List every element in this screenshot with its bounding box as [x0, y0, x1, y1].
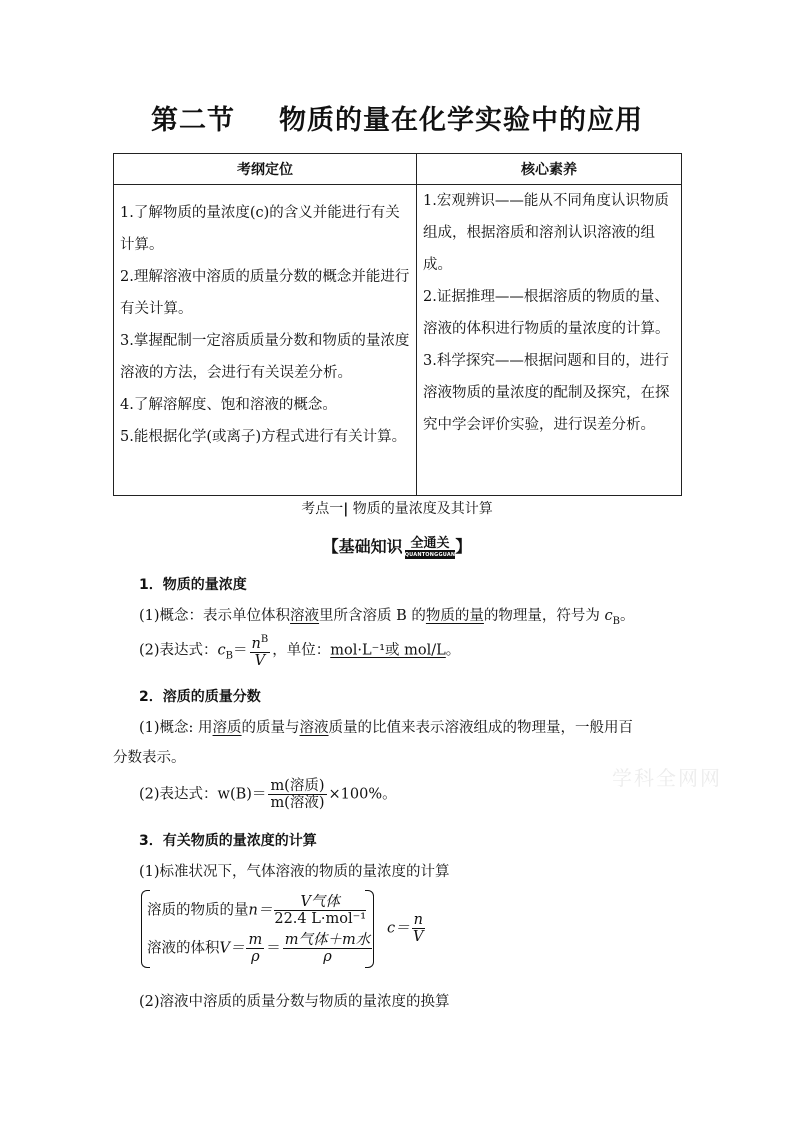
mass-fraction-concept-cont: 分数表示。	[113, 750, 186, 766]
literacy-item: 3.科学探究——根据问题和目的，进行溶液物质的量浓度的配制及探究，在探究中学会评价实验，进行误差分析。	[423, 353, 670, 433]
literacy-item: 1.宏观辨识——能从不同角度认识物质组成，根据溶质和溶剂认识溶液的组成。	[423, 193, 669, 273]
page-title	[0, 98, 794, 137]
syllabus-item: 5.能根据化学(或离子)方程式进行有关计算。	[120, 429, 407, 445]
heading-concentration: 1．物质的量浓度	[139, 577, 247, 593]
banner-text: 基础知识	[338, 537, 403, 556]
concentration-concept: (1)概念：表示单位体积溶液里所含溶质 B 的物质的量的物理量，符号为 $c_B$。	[139, 608, 635, 627]
gas-solution-subheading: (1)标准状况下，气体溶液的物质的量浓度的计算	[139, 864, 450, 880]
mass-fraction-concept: (1)概念: 用溶质的质量与溶液质量的比值来表示溶液组成的物理量，一般用百	[139, 720, 634, 736]
mass-fraction-formula: (2)表达式：w(B)＝ $\frac{\text{m(溶质)}}{\text{m(溶液)}}$ ×100%。	[139, 778, 397, 811]
solute-moles-row: 溶质的物质的量n＝ $\frac{\text{V气体}}{\text{22.4 L·mol⁻¹}}$	[147, 894, 367, 927]
fraction-solute-over-solution: $\frac{\text{m(溶质)}}{\text{m(溶液)}}$	[270, 778, 325, 811]
header-literacy: 核心素养	[417, 154, 682, 185]
concentration-result: c＝ $\frac{n}{V}$	[387, 912, 424, 945]
heading-mass-fraction: 2．溶质的质量分数	[139, 689, 261, 705]
conversion-subheading: (2)溶液中溶质的质量分数与物质的量浓度的换算	[139, 994, 450, 1010]
gas-concentration-formula-group	[141, 884, 501, 974]
literacy-item: 2.证据推理——根据溶质的物质的量、溶液的体积进行物质的量浓度的计算。	[423, 289, 670, 337]
quantongguan-badge: 全通关 QUANTONGGUAN	[404, 535, 456, 558]
syllabus-cell	[114, 185, 417, 496]
section-number: 第二节	[151, 105, 235, 136]
syllabus-item: 3.掌握配制一定溶质质量分数和物质的量浓度溶液的方法，会进行有关误差分析。	[120, 333, 410, 381]
header-syllabus: 考纲定位	[114, 154, 417, 185]
exam-point-label: 考点一	[301, 501, 344, 517]
syllabus-item: 2.理解溶液中溶质的质量分数的概念并能进行有关计算。	[120, 269, 410, 317]
section-name: 物质的量在化学实验中的应用	[279, 105, 643, 136]
heading-calculation: 3．有关物质的量浓度的计算	[139, 833, 317, 849]
syllabus-table	[113, 153, 682, 496]
exam-point-heading: 考点一| 物质的量浓度及其计算	[301, 501, 493, 517]
syllabus-item: 4.了解溶解度、饱和溶液的概念。	[120, 397, 337, 413]
watermark: 学科全网网	[612, 766, 722, 790]
fraction-n-over-v: $\frac{n^B}{V}$	[251, 634, 269, 669]
exam-point-title: 物质的量浓度及其计算	[352, 501, 493, 517]
basic-knowledge-banner: 【基础知识 全通关 QUANTONGGUAN 】	[322, 535, 472, 558]
concentration-formula: (2)表达式：$c_B=$ $\frac{n^B}{V}$ ，单位：mol·L⁻¹或 mol/L。	[139, 634, 461, 669]
right-brace	[365, 890, 374, 968]
syllabus-item: 1.了解物质的量浓度(c)的含义并能进行有关计算。	[120, 205, 400, 253]
solution-volume-row: 溶液的体积V＝ $\frac{m}{\rho}$ ＝ $\frac{\text{m气体＋m水}}{\rho}$	[147, 932, 371, 965]
literacy-cell	[417, 185, 682, 496]
